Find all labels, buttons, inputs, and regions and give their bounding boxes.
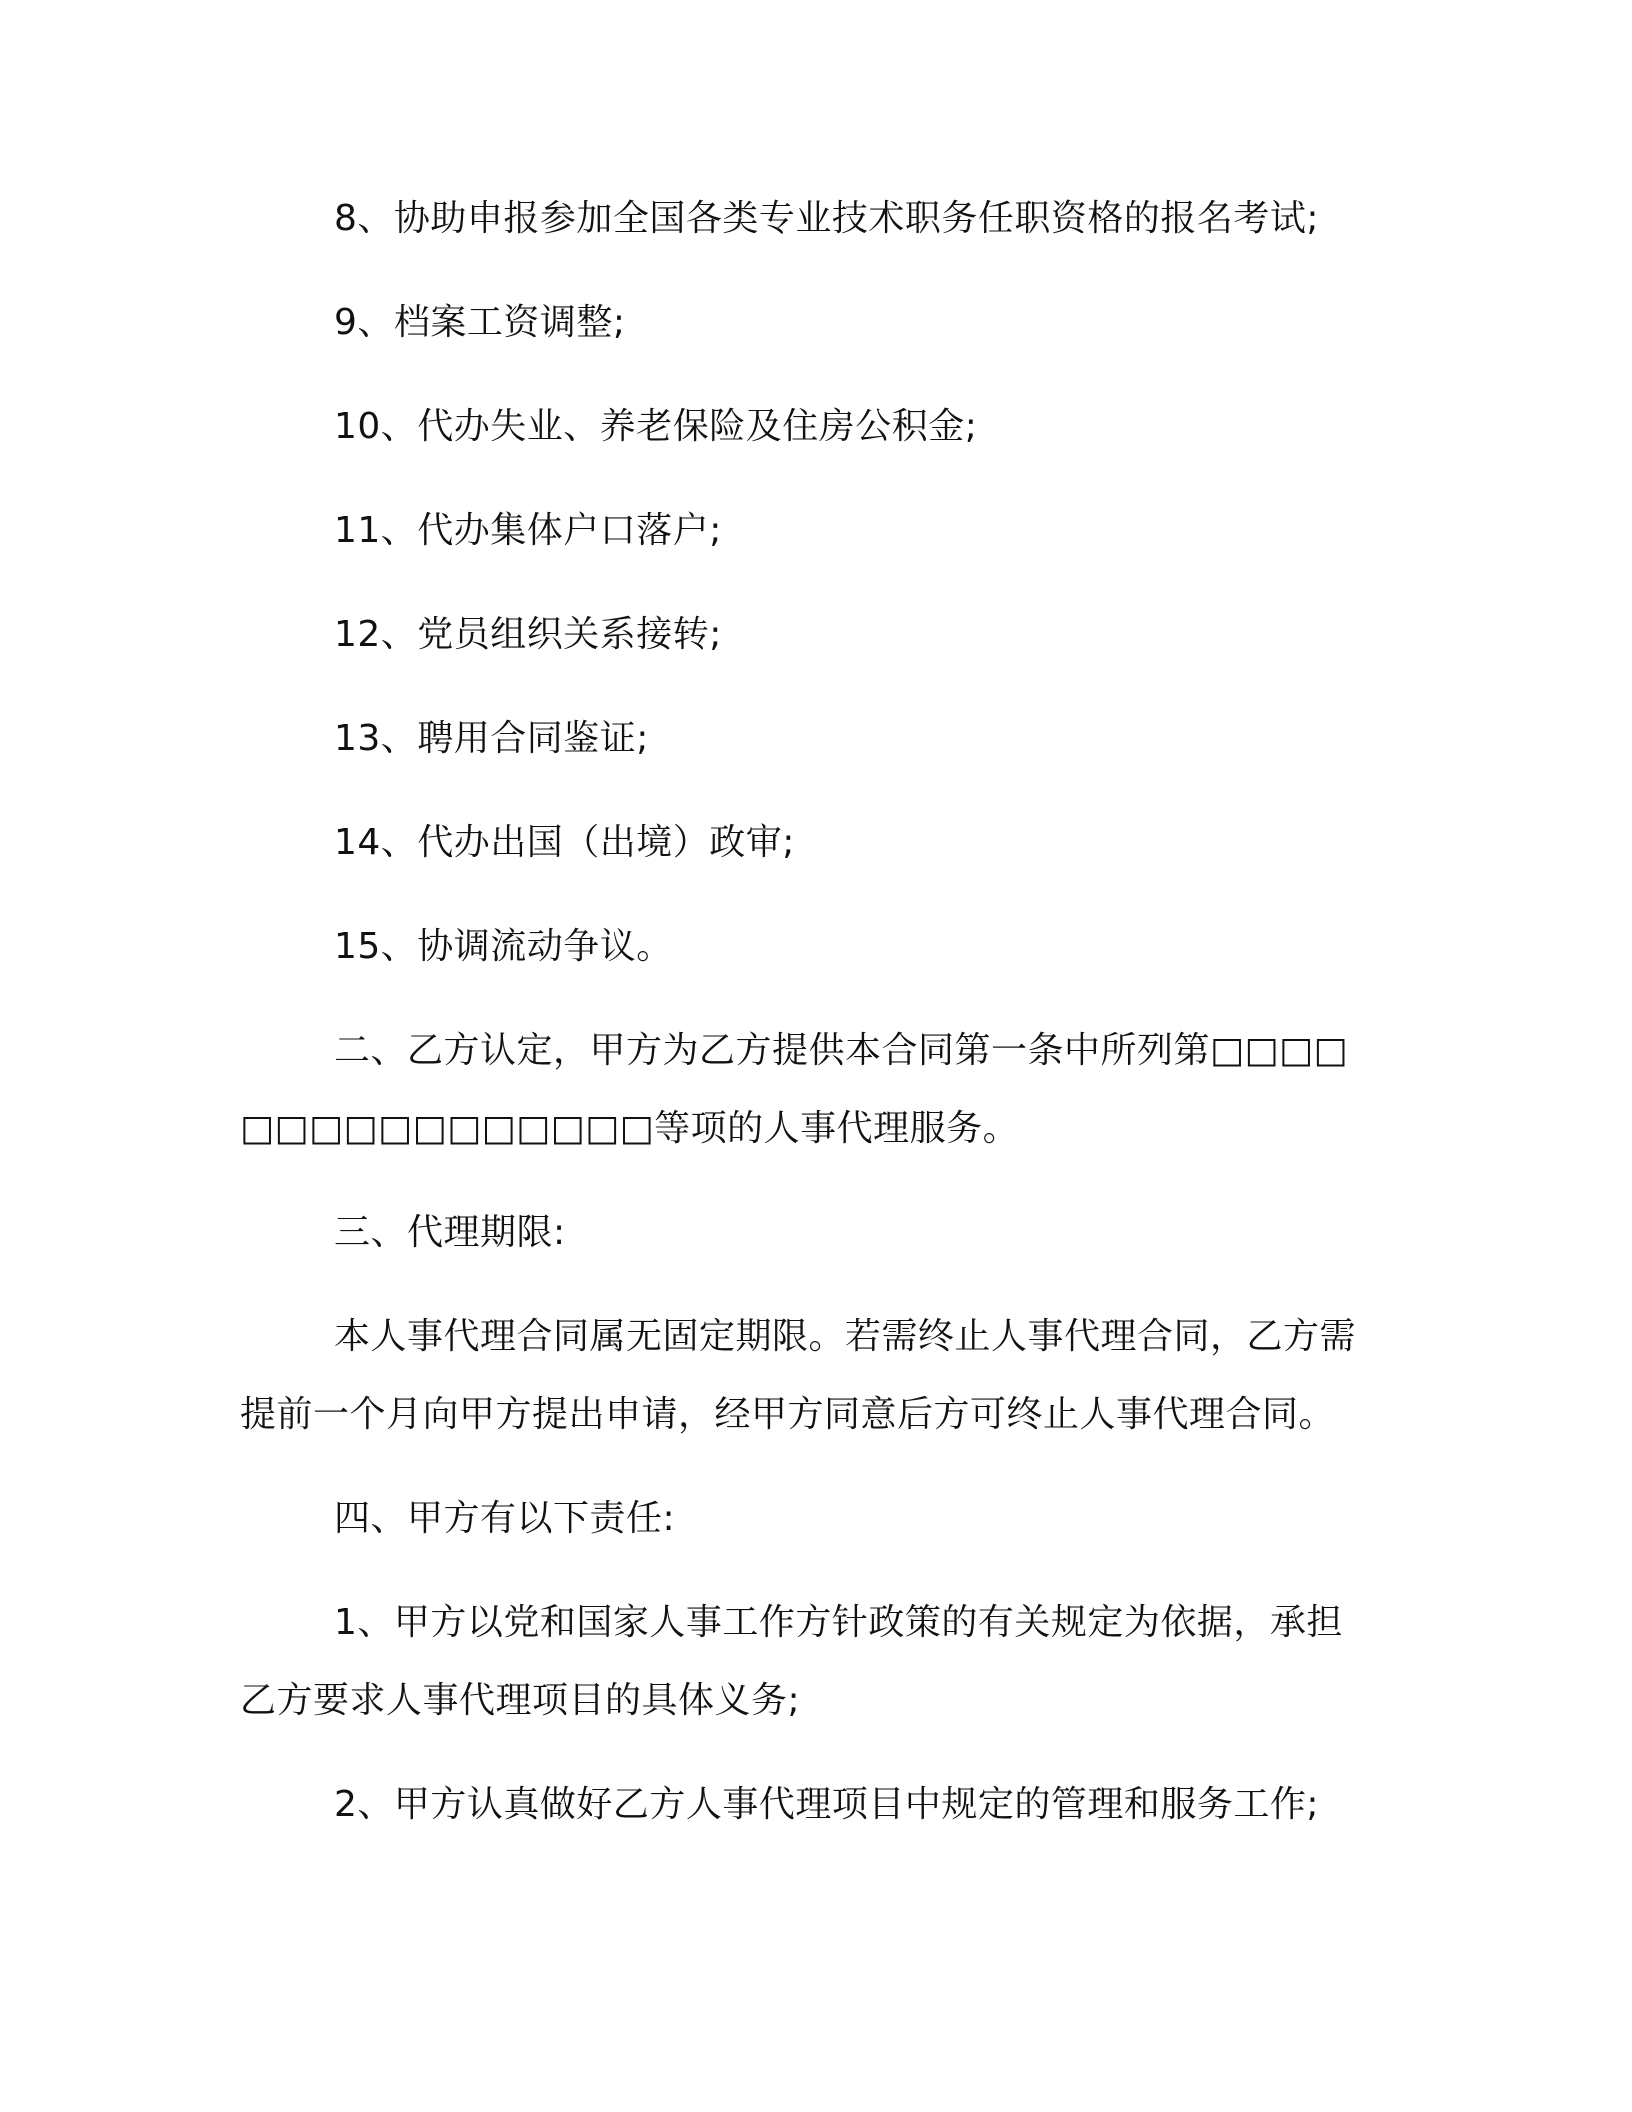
- list-item-15: 15、协调流动争议。: [334, 926, 673, 967]
- list-item-9: 9、档案工资调整;: [334, 302, 626, 343]
- list-item-13: 13、聘用合同鉴证;: [334, 718, 649, 759]
- list-item-10: 10、代办失业、养老保险及住房公积金;: [334, 406, 978, 447]
- list-item-11: 11、代办集体户口落户;: [334, 510, 722, 551]
- document-body: [240, 180, 1372, 1870]
- list-item-12: 12、党员组织关系接转;: [334, 614, 722, 655]
- clause-4-heading: 四、甲方有以下责任:: [334, 1498, 676, 1539]
- clause-4-item-2: 2、甲方认真做好乙方人事代理项目中规定的管理和服务工作;: [334, 1784, 1320, 1825]
- list-item-8: 8、协助申报参加全国各类专业技术职务任职资格的报名考试;: [334, 198, 1320, 239]
- clause-3-body: 本人事代理合同属无固定期限。若需终止人事代理合同，乙方需提前一个月向甲方提出申请，经甲方同意后方可终止人事代理合同。: [240, 1316, 1357, 1435]
- clause-4-item-1: 1、甲方以党和国家人事工作方针政策的有关规定为依据，承担乙方要求人事代理项目的具体义务;: [240, 1602, 1343, 1721]
- clause-2-paragraph: 二、乙方认定，甲方为乙方提供本合同第一条中所列第□□□□□□□□□□□□□□□□等项的人事代理服务。: [240, 1030, 1349, 1149]
- list-item-14: 14、代办出国（出境）政审;: [334, 822, 795, 863]
- clause-3-heading: 三、代理期限:: [334, 1212, 566, 1253]
